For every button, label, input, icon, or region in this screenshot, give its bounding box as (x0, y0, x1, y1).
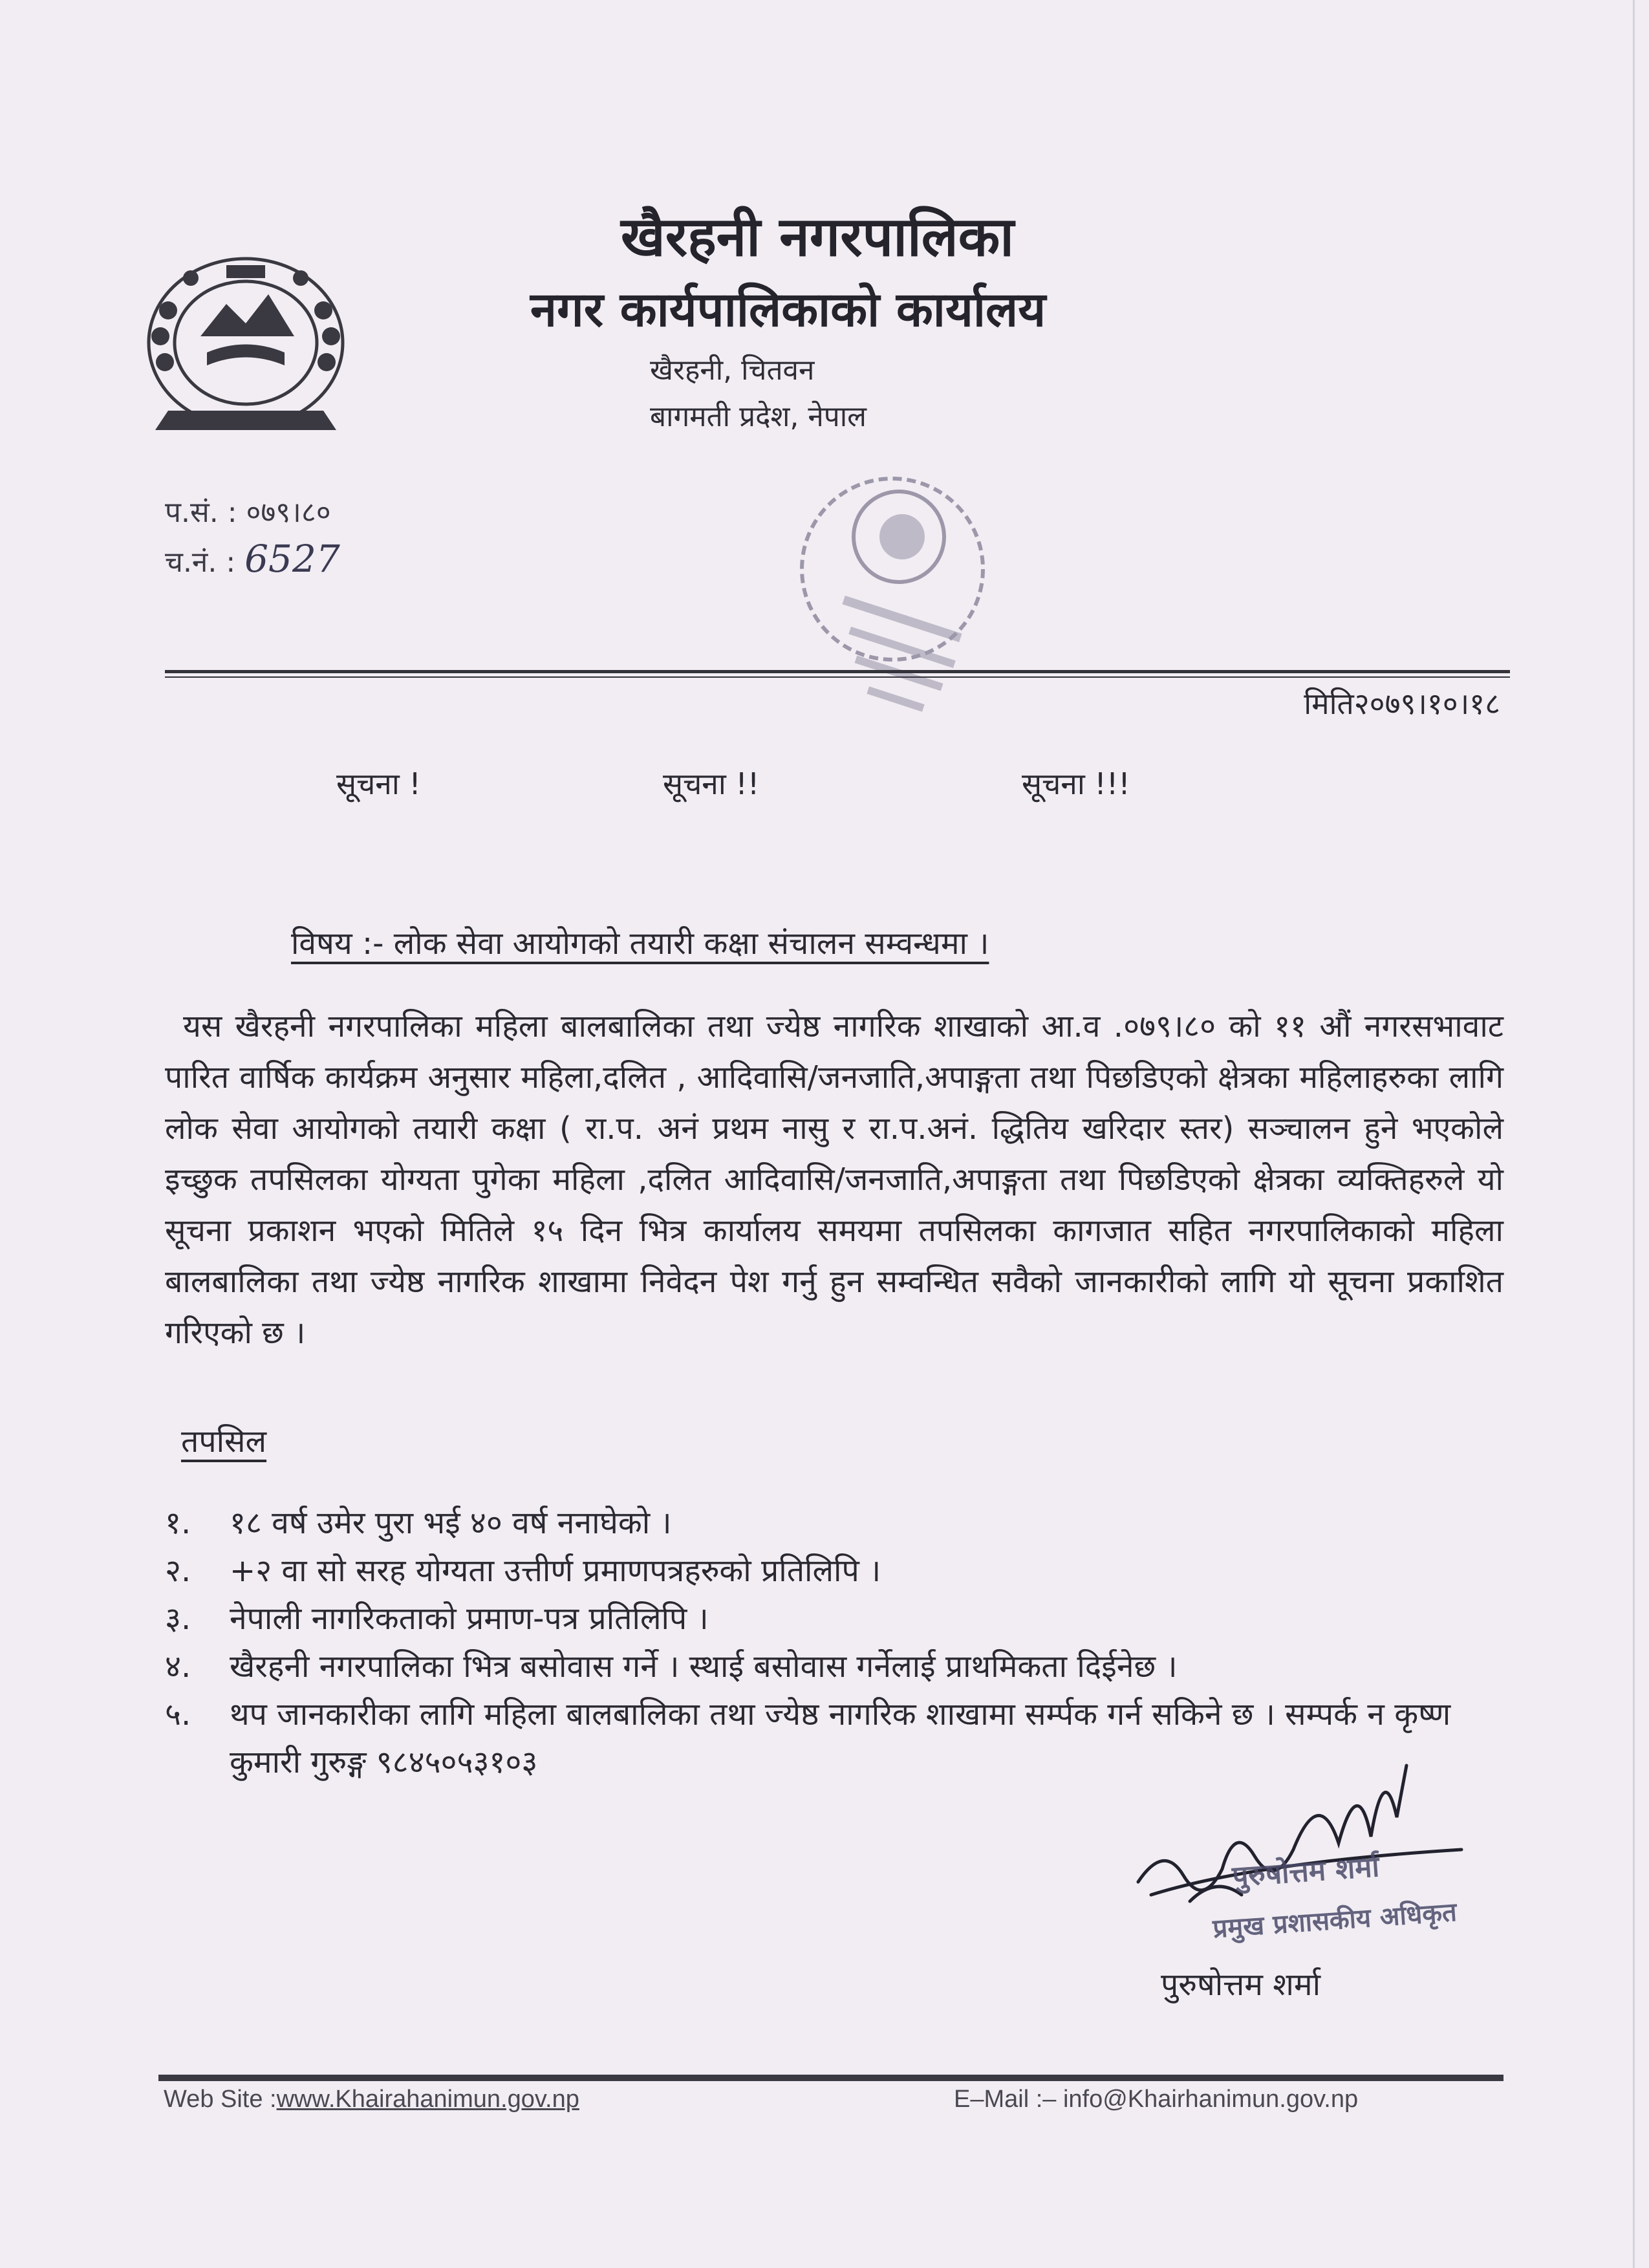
item-number: ३. (165, 1601, 191, 1637)
chalani-number (165, 537, 340, 581)
tapasil-heading: तपसिल (181, 1423, 267, 1460)
requirements-list (165, 1499, 1523, 1786)
address-line-1: खैरहनी, चितवन (650, 354, 815, 387)
header-divider-thin (165, 676, 1510, 678)
list-item (165, 1595, 1523, 1643)
address-line-2: बागमती प्रदेश, नेपाल (650, 400, 867, 433)
email-link[interactable]: info@Khairhanimun.gov.np (1062, 2086, 1359, 2113)
item-text: थप जानकारीका लागि महिला बालबालिका तथा ज्येष्ठ नागरिक शाखामा सर्म्पक गर्न सकिने छ । सम्पर्क न कृष्ण कुमारी गुरुङ्ग ९८४५०५३१०३ (230, 1696, 1451, 1780)
nepal-emblem-logo (129, 239, 362, 453)
ps-label: प.सं. : (165, 496, 237, 529)
office-name: नगर कार्यपालिकाको कार्यालय (530, 282, 1046, 338)
item-text: खैरहनी नगरपालिका भित्र बसोवास गर्ने । स्थाई बसोवास गर्नेलाई प्राथमिकता दिईनेछ । (230, 1648, 1178, 1685)
patra-sankhya (165, 491, 331, 530)
body-paragraph: यस खैरहनी नगरपालिका महिला बालबालिका तथा ज्येष्ठ नागरिक शाखाको आ.व .०७९।८० को ११ औं नगरसभावाट पारित वार्षिक कार्यक्रम अनुसार महिला,दलित , आदिवासि/जनजाति,अपाङ्गता तथा पिछडिएको क्षेत्रका महिलाहरुका लागि लोक सेवा आयोगको तयारी कक्षा ( रा.प. अनं प्रथम नासु र रा.प.अनं. द्धितिय खरिदार स्तर) सञ्चालन हुने भएकोले इच्छुक तपसिलका योग्यता पुगेका महिला ,दलित आदिवासि/जनजाति,अपाङ्गता तथा पिछडिएको क्षेत्रका व्यक्तिहरुले यो सूचना प्रकाशन भएको मितिले १५ दिन भित्र कार्यालय समयमा तपसिलका कागजात सहित नगरपालिकाको महिला बालबालिका तथा ज्येष्ठ नागरिक शाखामा निवेदन पेश गर्नु हुन सम्वन्धित सवैको जानकारीको लागि यो सूचना प्रकाशित गरिएको छ । (165, 1008, 1503, 1351)
scan-edge (1633, 0, 1635, 2268)
signatory-name: पुरुषोत्तम शर्मा (1161, 1967, 1321, 2003)
issue-date: मिति२०७९।१०।१८ (1304, 686, 1500, 721)
footer-email (954, 2086, 1358, 2113)
item-text: नेपाली नागरिकताको प्रमाण-पत्र प्रतिलिपि । (230, 1601, 709, 1637)
office-seal-stamp (763, 466, 1022, 744)
ps-value: ०७९।८० (246, 496, 331, 529)
footer-website (164, 2086, 579, 2113)
email-label: E–Mail :– (954, 2086, 1063, 2113)
header-divider (165, 670, 1510, 673)
cn-value-handwritten: 6527 (244, 537, 340, 581)
signature-stamp-name: पुरुषोत्तम शर्मा (1231, 1850, 1381, 1894)
list-item (165, 1643, 1523, 1690)
org-name: खैरहनी नगरपालिका (621, 205, 1015, 268)
footer-divider (158, 2075, 1503, 2081)
signature-stamp-title: प्रमुख प्रशासकीय अधिकृत (1212, 1897, 1458, 1945)
notice-heading-1: सूचना ! (336, 766, 421, 801)
cn-label: च.नं. : (165, 546, 236, 579)
item-text: १८ वर्ष उमेर पुरा भई ४० वर्ष ननाघेको । (230, 1505, 672, 1541)
list-item (165, 1499, 1523, 1547)
notice-heading-2: सूचना !! (663, 766, 760, 801)
item-text: +२ वा सो सरह योग्यता उत्तीर्ण प्रमाणपत्रहरुको प्रतिलिपि । (230, 1553, 881, 1589)
subject-line: विषय :- लोक सेवा आयोगको तयारी कक्षा संचालन सम्वन्धमा । (291, 925, 989, 962)
notice-heading-3: सूचना !!! (1022, 766, 1130, 801)
website-link[interactable]: www.Khairahanimun.gov.np (276, 2086, 579, 2113)
item-number: १. (165, 1505, 191, 1541)
item-number: ४. (165, 1648, 191, 1685)
website-label: Web Site : (164, 2086, 277, 2113)
item-number: ५. (165, 1696, 191, 1733)
item-number: २. (165, 1553, 191, 1589)
list-item (165, 1547, 1523, 1595)
